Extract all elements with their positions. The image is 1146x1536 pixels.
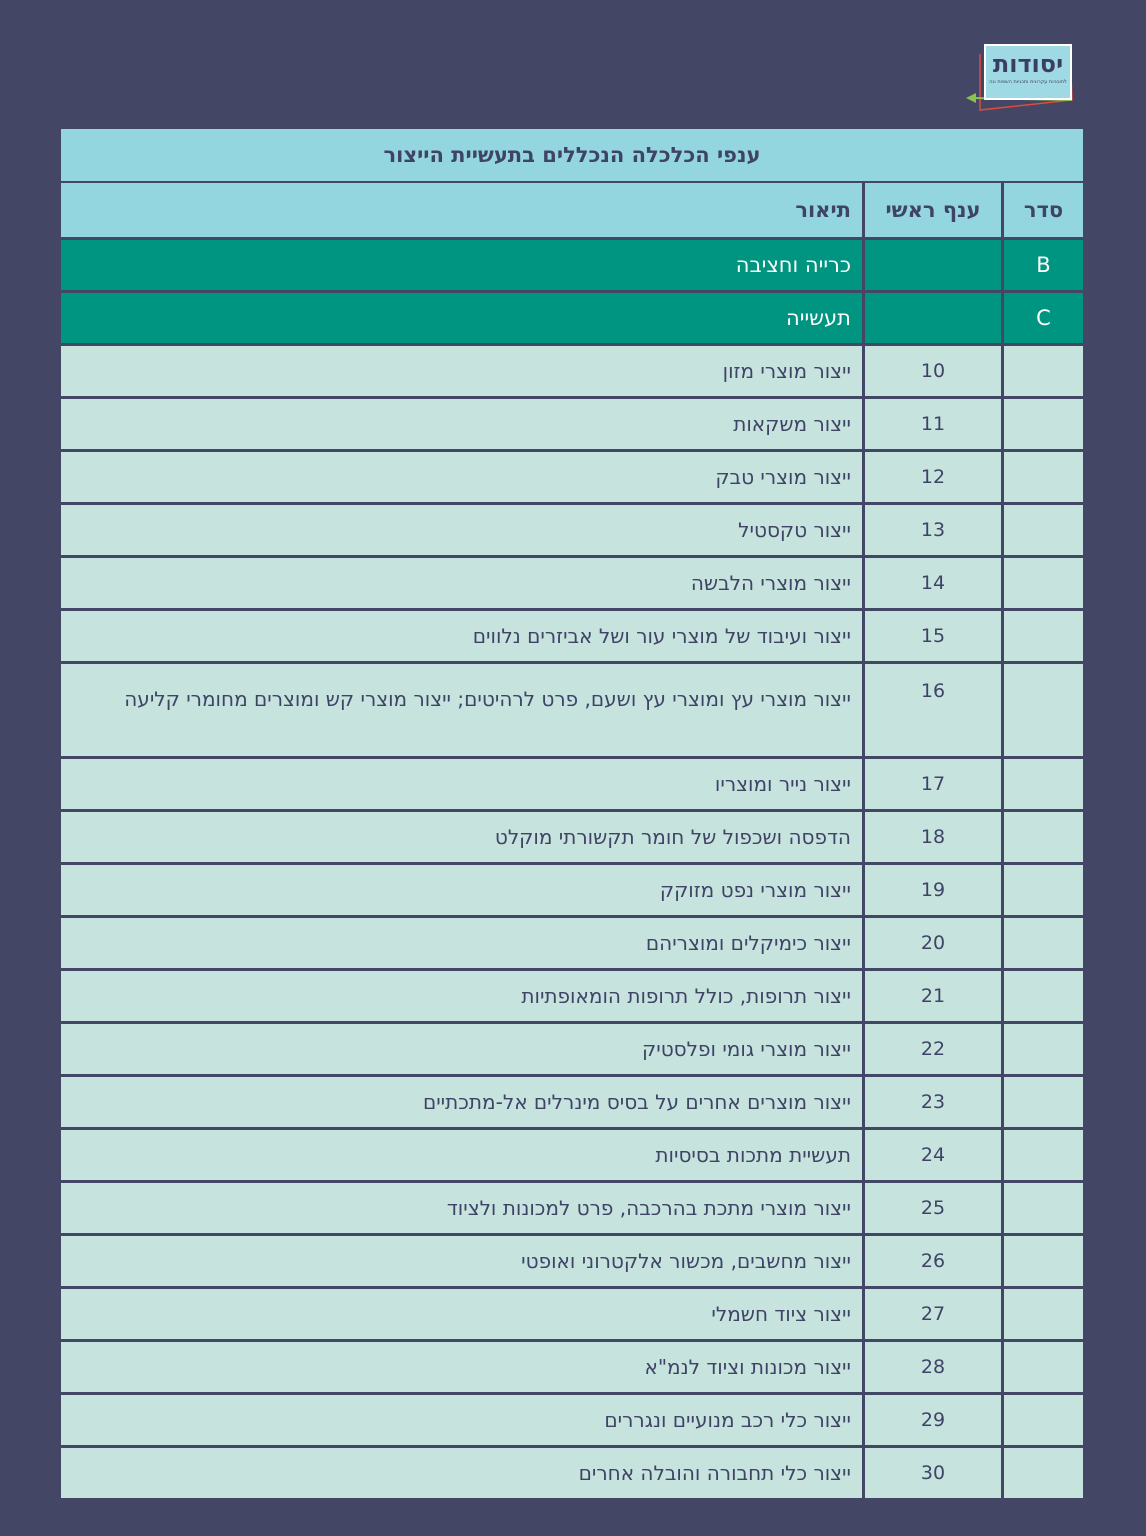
logo-box xyxy=(984,44,1072,100)
row-code xyxy=(862,558,1001,608)
row-description: ייצור כלי רכב מנועיים ונגררים xyxy=(604,1408,851,1432)
row-order xyxy=(1001,1395,1083,1445)
row-code xyxy=(862,452,1001,502)
table-row xyxy=(61,452,1083,505)
row-description: ייצור מוצרי הלבשה xyxy=(690,571,851,595)
industries-table xyxy=(61,129,1083,1498)
row-description: תעשיית מתכות בסיסיות xyxy=(655,1143,851,1167)
row-code-text: 14 xyxy=(920,572,946,594)
row-description: ייצור מכונות וציוד לנמ"א xyxy=(644,1355,851,1379)
table-row xyxy=(61,812,1083,865)
table-row xyxy=(61,1448,1083,1498)
table-row xyxy=(61,1395,1083,1448)
row-code xyxy=(862,1236,1001,1286)
row-order xyxy=(1001,1448,1083,1498)
row-code-text: 18 xyxy=(920,826,946,848)
table-row xyxy=(61,664,1083,759)
row-description: ייצור מוצרי גומי ופלסטיק xyxy=(642,1037,851,1061)
table-row xyxy=(61,1289,1083,1342)
row-code-text: 27 xyxy=(920,1303,946,1325)
row-code-text: 26 xyxy=(920,1250,946,1272)
row-code-text: 15 xyxy=(920,625,946,647)
header-order: סדר xyxy=(1001,183,1083,237)
row-code-text: 12 xyxy=(920,466,946,488)
row-order xyxy=(1001,664,1083,756)
row-order xyxy=(1001,452,1083,502)
row-order xyxy=(1001,346,1083,396)
header-main-branch: ענף ראשי xyxy=(862,183,1001,237)
row-code xyxy=(862,812,1001,862)
row-code-text: 20 xyxy=(920,932,946,954)
row-code xyxy=(862,971,1001,1021)
row-code-text: 21 xyxy=(920,985,946,1007)
row-code xyxy=(862,1130,1001,1180)
row-code-text: 19 xyxy=(920,879,946,901)
row-code xyxy=(862,1024,1001,1074)
row-order xyxy=(1001,558,1083,608)
row-code xyxy=(862,918,1001,968)
table-row xyxy=(61,1024,1083,1077)
table-row xyxy=(61,865,1083,918)
row-order xyxy=(1001,1342,1083,1392)
row-description: ייצור ציוד חשמלי xyxy=(711,1302,851,1326)
table-row xyxy=(61,505,1083,558)
row-code xyxy=(862,1448,1001,1498)
logo xyxy=(962,40,1078,116)
row-code-text: 30 xyxy=(920,1462,946,1484)
row-code-text: 23 xyxy=(920,1091,946,1113)
row-description: ייצור מחשבים, מכשור אלקטרוני ואופטי xyxy=(521,1249,851,1273)
row-code-text: 16 xyxy=(920,680,946,702)
row-code xyxy=(862,399,1001,449)
row-description: ייצור ועיבוד של מוצרי עור ושל אביזרים נלווים xyxy=(472,624,851,648)
section-description: תעשייה xyxy=(786,306,851,330)
row-code-text: 28 xyxy=(920,1356,946,1378)
table-row xyxy=(61,1130,1083,1183)
row-description: ייצור מוצרי מזון xyxy=(722,359,851,383)
row-description: ייצור כלי תחבורה והובלה אחרים xyxy=(578,1461,851,1485)
section-order: B xyxy=(1001,240,1083,290)
row-order xyxy=(1001,1024,1083,1074)
row-order xyxy=(1001,971,1083,1021)
row-order xyxy=(1001,505,1083,555)
row-description: ייצור מוצרי נפט מזוקק xyxy=(659,878,851,902)
row-description: ייצור מוצרים אחרים על בסיס מינרלים אל-מתכתיים xyxy=(422,1090,851,1114)
row-description: ייצור תרופות, כולל תרופות הומאופתיות xyxy=(521,984,851,1008)
row-order xyxy=(1001,759,1083,809)
row-code-text: 17 xyxy=(920,773,946,795)
table-header-row xyxy=(61,183,1083,240)
table-row xyxy=(61,346,1083,399)
table-row xyxy=(61,1236,1083,1289)
row-code xyxy=(862,1289,1001,1339)
section-description: כרייה וחציבה xyxy=(735,253,851,277)
row-description: ייצור נייר ומוצריו xyxy=(714,772,851,796)
row-order xyxy=(1001,1077,1083,1127)
row-description: ייצור משקאות xyxy=(733,412,851,436)
row-order xyxy=(1001,918,1083,968)
row-description: ייצור מוצרי טבק xyxy=(715,465,851,489)
row-code-text: 10 xyxy=(920,360,946,382)
row-code xyxy=(862,346,1001,396)
row-code xyxy=(862,664,1001,756)
table-row xyxy=(61,1342,1083,1395)
row-order xyxy=(1001,399,1083,449)
table-row xyxy=(61,399,1083,452)
row-description: ייצור טקסטיל xyxy=(738,518,851,542)
section-code xyxy=(862,293,1001,343)
row-order xyxy=(1001,865,1083,915)
section-code xyxy=(862,240,1001,290)
row-code-text: 24 xyxy=(920,1144,946,1166)
section-row xyxy=(61,293,1083,346)
row-code-text: 11 xyxy=(920,413,946,435)
row-code xyxy=(862,1395,1001,1445)
row-code xyxy=(862,505,1001,555)
table-row xyxy=(61,918,1083,971)
row-code xyxy=(862,759,1001,809)
row-code-text: 29 xyxy=(920,1409,946,1431)
row-order xyxy=(1001,1289,1083,1339)
row-order xyxy=(1001,611,1083,661)
row-code xyxy=(862,1342,1001,1392)
table-row xyxy=(61,558,1083,611)
logo-name: יסודות xyxy=(992,50,1064,78)
row-description: ייצור מוצרי עץ ומוצרי עץ ושעם, פרט לרהיטים; ייצור מוצרי קש ומוצרים מחומרי קליעה xyxy=(124,687,851,711)
section-row xyxy=(61,240,1083,293)
table-row xyxy=(61,971,1083,1024)
logo-tagline: לתוכניות עקרונית ותכניות השפות ונה xyxy=(989,79,1067,85)
row-order xyxy=(1001,812,1083,862)
section-order: C xyxy=(1001,293,1083,343)
row-code-text: 13 xyxy=(920,519,946,541)
row-code xyxy=(862,1077,1001,1127)
row-code xyxy=(862,865,1001,915)
row-code-text: 25 xyxy=(920,1197,946,1219)
row-description: הדפסה ושכפול של חומר תקשורתי מוקלט xyxy=(494,825,851,849)
row-description: ייצור כימיקלים ומוצריהם xyxy=(645,931,851,955)
table-title: ענפי הכלכלה הנכללים בתעשיית הייצור xyxy=(61,129,1083,183)
table-row xyxy=(61,1077,1083,1130)
header-description: תיאור xyxy=(795,198,851,222)
table-row xyxy=(61,611,1083,664)
row-order xyxy=(1001,1130,1083,1180)
row-code xyxy=(862,1183,1001,1233)
row-code xyxy=(862,611,1001,661)
row-code-text: 22 xyxy=(920,1038,946,1060)
row-order xyxy=(1001,1236,1083,1286)
row-description: ייצור מוצרי מתכת בהרכבה, פרט למכונות ולציוד xyxy=(446,1196,851,1220)
row-order xyxy=(1001,1183,1083,1233)
table-row xyxy=(61,759,1083,812)
table-row xyxy=(61,1183,1083,1236)
